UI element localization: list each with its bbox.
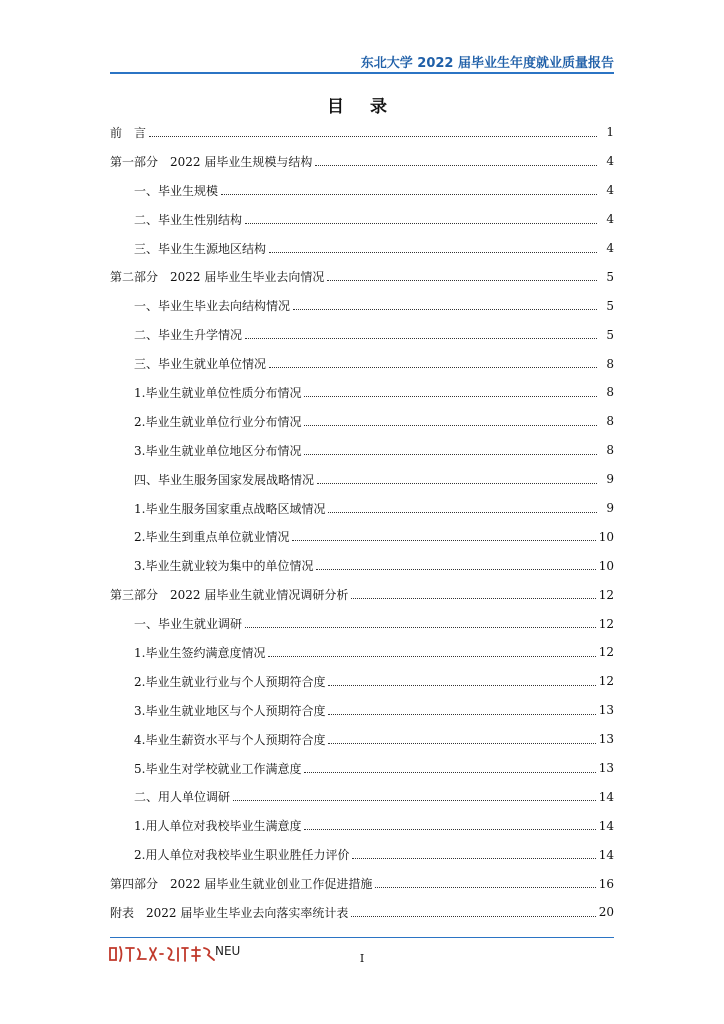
toc-entry-page: 12 xyxy=(598,674,614,689)
toc-entry-label: 1.毕业生签约满意度情况 xyxy=(134,645,266,660)
toc-entry-page: 12 xyxy=(598,645,614,660)
toc-entry-page: 9 xyxy=(606,501,614,516)
toc-dot-leader xyxy=(375,887,595,888)
toc-entry-page: 10 xyxy=(598,558,614,573)
toc-entry[interactable] xyxy=(110,638,614,667)
toc-entry-page: 1 xyxy=(606,125,614,140)
toc-entry-page: 16 xyxy=(598,876,614,891)
toc-entry-label: 5.毕业生对学校就业工作满意度 xyxy=(134,761,302,776)
page-number: I xyxy=(359,952,365,965)
toc-entry[interactable] xyxy=(110,320,614,349)
toc-entry[interactable] xyxy=(110,522,614,551)
toc-entry-page: 8 xyxy=(606,356,614,371)
toc-dot-leader xyxy=(328,743,595,744)
toc-entry[interactable] xyxy=(110,580,614,609)
toc-entry-label: 第二部分 2022 届毕业生毕业去向情况 xyxy=(110,270,325,285)
toc-entry[interactable] xyxy=(110,898,614,927)
toc-entry-page: 12 xyxy=(598,616,614,631)
toc-dot-leader xyxy=(304,772,595,773)
toc-entry-label: 1.毕业生就业单位性质分布情况 xyxy=(134,385,302,400)
toc-entry[interactable] xyxy=(110,118,614,147)
toc-dot-leader xyxy=(304,829,595,830)
toc-dot-leader xyxy=(293,309,597,310)
toc-dot-leader xyxy=(328,512,597,513)
toc-entry-label: 一、毕业生毕业去向结构情况 xyxy=(134,299,291,314)
toc-entry-page: 9 xyxy=(606,472,614,487)
toc-dot-leader xyxy=(245,338,597,339)
toc-entry[interactable] xyxy=(110,465,614,494)
toc-dot-leader xyxy=(327,280,597,281)
toc-entry-label: 二、毕业生性别结构 xyxy=(134,212,243,227)
toc-entry[interactable] xyxy=(110,291,614,320)
toc-entry[interactable] xyxy=(110,869,614,898)
toc-entry-label: 1.用人单位对我校毕业生满意度 xyxy=(134,819,302,834)
toc-dot-leader xyxy=(245,223,597,224)
toc-entry-page: 8 xyxy=(606,385,614,400)
toc-entry-page: 13 xyxy=(598,732,614,747)
toc-entry-label: 2.用人单位对我校毕业生职业胜任力评价 xyxy=(134,848,350,863)
toc-entry-label: 前 言 xyxy=(110,125,147,140)
toc-entry[interactable] xyxy=(110,494,614,523)
toc-dot-leader xyxy=(269,252,597,253)
toc-entry-label: 1.毕业生服务国家重点战略区域情况 xyxy=(134,501,326,516)
toc-entry-label: 3.毕业生就业地区与个人预期符合度 xyxy=(134,703,326,718)
toc-entry[interactable] xyxy=(110,262,614,291)
toc-entry-label: 4.毕业生薪资水平与个人预期符合度 xyxy=(134,732,326,747)
footer-divider xyxy=(110,937,614,938)
toc-entry-page: 14 xyxy=(598,789,614,804)
toc-dot-leader xyxy=(269,367,597,368)
toc-entry-page: 4 xyxy=(606,212,614,227)
toc-dot-leader xyxy=(221,194,597,195)
neu-logo-text: NEU xyxy=(215,944,241,958)
toc-dot-leader xyxy=(149,136,597,137)
toc-entry-page: 4 xyxy=(606,183,614,198)
toc-entry[interactable] xyxy=(110,147,614,176)
toc-entry-label: 二、用人单位调研 xyxy=(134,790,231,805)
toc-entry[interactable] xyxy=(110,754,614,783)
toc-dot-leader xyxy=(317,483,597,484)
toc-entry-label: 第三部分 2022 届毕业生就业情况调研分析 xyxy=(110,588,349,603)
toc-entry-page: 5 xyxy=(606,269,614,284)
report-header-title: 东北大学 2022 届毕业生年度就业质量报告 xyxy=(360,56,614,71)
toc-entry-label: 一、毕业生规模 xyxy=(134,183,219,198)
toc-dot-leader xyxy=(304,396,597,397)
toc-dot-leader xyxy=(328,714,595,715)
toc-entry-label: 附表 2022 届毕业生毕业去向落实率统计表 xyxy=(110,905,349,920)
toc-dot-leader xyxy=(292,540,595,541)
toc-entry-label: 三、毕业生生源地区结构 xyxy=(134,241,267,256)
toc-dot-leader xyxy=(351,916,595,917)
toc-entry-label: 2.毕业生到重点单位就业情况 xyxy=(134,530,290,545)
toc-entry-label: 四、毕业生服务国家发展战略情况 xyxy=(134,472,315,487)
toc-entry-label: 一、毕业生就业调研 xyxy=(134,617,243,632)
toc-entry-label: 2.毕业生就业单位行业分布情况 xyxy=(134,414,302,429)
toc-entry[interactable] xyxy=(110,176,614,205)
toc-entry-page: 12 xyxy=(598,587,614,602)
toc-dot-leader xyxy=(233,800,596,801)
toc-entry[interactable] xyxy=(110,725,614,754)
toc-dot-leader xyxy=(351,598,595,599)
toc-dot-leader xyxy=(304,454,597,455)
toc-entry-page: 13 xyxy=(598,703,614,718)
toc-dot-leader xyxy=(316,569,595,570)
toc-entry-page: 4 xyxy=(606,241,614,255)
toc-entry[interactable] xyxy=(110,696,614,725)
toc-dot-leader xyxy=(304,425,597,426)
toc-entry-label: 3.毕业生就业单位地区分布情况 xyxy=(134,443,302,458)
toc-entry-page: 4 xyxy=(606,154,614,169)
toc-dot-leader xyxy=(245,627,596,628)
table-of-contents xyxy=(110,118,614,927)
toc-entry-label: 第四部分 2022 届毕业生就业创业工作促进措施 xyxy=(110,877,373,892)
toc-entry[interactable] xyxy=(110,205,614,234)
toc-dot-leader xyxy=(268,656,595,657)
toc-entry-page: 13 xyxy=(598,761,614,776)
toc-entry-page: 14 xyxy=(598,847,614,862)
toc-dot-leader xyxy=(315,165,597,166)
toc-entry[interactable] xyxy=(110,840,614,869)
toc-entry-label: 第一部分 2022 届毕业生规模与结构 xyxy=(110,154,313,169)
toc-entry[interactable] xyxy=(110,609,614,638)
toc-entry-page: 14 xyxy=(598,818,614,833)
toc-entry-label: 二、毕业生升学情况 xyxy=(134,328,243,343)
header-divider xyxy=(110,72,614,74)
toc-entry-page: 5 xyxy=(606,327,614,342)
toc-entry-page: 8 xyxy=(606,443,614,458)
toc-entry[interactable] xyxy=(110,378,614,407)
toc-dot-leader xyxy=(328,685,595,686)
toc-entry[interactable] xyxy=(110,436,614,465)
toc-entry-page: 10 xyxy=(598,529,614,544)
toc-entry[interactable] xyxy=(110,234,614,263)
toc-entry-label: 三、毕业生就业单位情况 xyxy=(134,357,267,372)
toc-entry-label: 3.毕业生就业较为集中的单位情况 xyxy=(134,559,314,574)
toc-entry[interactable] xyxy=(110,667,614,696)
toc-entry[interactable] xyxy=(110,551,614,580)
toc-entry[interactable] xyxy=(110,782,614,811)
toc-entry-page: 5 xyxy=(606,298,614,313)
toc-entry[interactable] xyxy=(110,811,614,840)
toc-dot-leader xyxy=(352,858,595,859)
toc-entry[interactable] xyxy=(110,349,614,378)
toc-title: 目 录 xyxy=(327,97,397,117)
toc-entry-page: 20 xyxy=(598,905,614,920)
toc-entry-page: 8 xyxy=(606,414,614,429)
toc-entry[interactable] xyxy=(110,407,614,436)
toc-entry-label: 2.毕业生就业行业与个人预期符合度 xyxy=(134,674,326,689)
